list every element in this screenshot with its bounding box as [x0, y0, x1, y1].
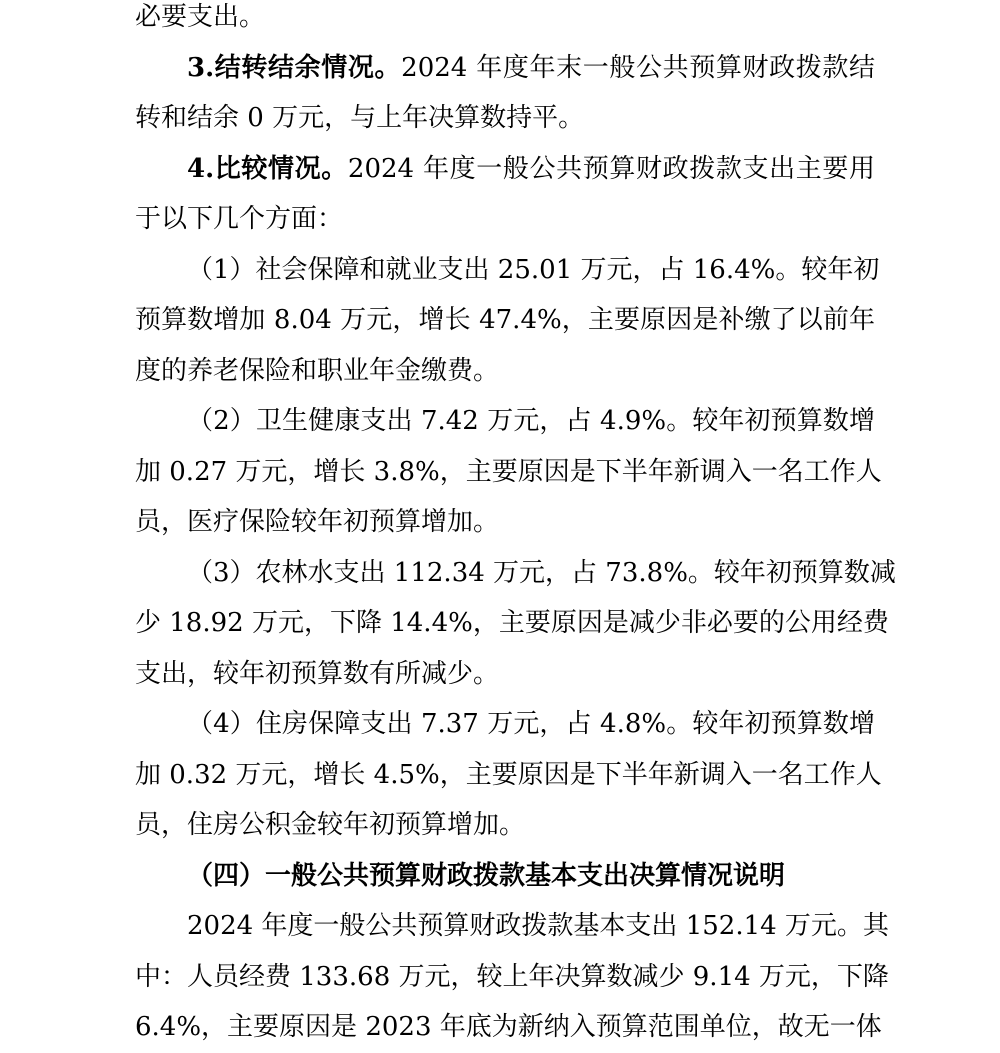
text-line: （4）住房保障支出 7.37 万元，占 4.8%。较年初预算数增: [187, 709, 875, 739]
text-line: 预算数增加 8.04 万元，增长 47.4%，主要原因是补缴了以前年: [135, 305, 875, 335]
text-line: 必要支出。: [135, 2, 266, 32]
text-line: 于以下几个方面：: [135, 204, 344, 234]
text-line: （3）农林水支出 112.34 万元，占 73.8%。较年初预算数减: [187, 557, 896, 588]
text-line: 支出，较年初预算数有所减少。: [135, 658, 500, 689]
text-line: 员，住房公积金较年初预算增加。: [135, 810, 526, 840]
text-line: 员，医疗保险较年初预算增加。: [135, 507, 500, 537]
text-line: 加 0.27 万元，增长 3.8%，主要原因是下半年新调入一名工作人: [135, 456, 882, 487]
section-heading: 4.比较情况。: [187, 153, 348, 184]
text-line: （1）社会保障和就业支出 25.01 万元，占 16.4%。较年初: [187, 254, 880, 285]
section-heading: （四）一般公共预算财政拨款基本支出决算情况说明: [187, 860, 786, 891]
section-heading: 3.结转结余情况。: [187, 52, 402, 83]
text-line: 中：人员经费 133.68 万元，较上年决算数减少 9.14 万元，下降: [135, 961, 889, 992]
text-line: 转和结余 0 万元，与上年决算数持平。: [135, 103, 585, 133]
text-line: [135, 144, 875, 195]
text-line: [135, 43, 875, 94]
text-line: 度的养老保险和职业年金缴费。: [135, 355, 500, 386]
text-line: （2）卫生健康支出 7.42 万元，占 4.9%。较年初预算数增: [187, 406, 875, 436]
document-page: [135, 0, 896, 1053]
text-line: 少 18.92 万元，下降 14.4%，主要原因是减少非必要的公用经费: [135, 608, 889, 638]
text-line: 加 0.32 万元，增长 4.5%，主要原因是下半年新调入一名工作人: [135, 759, 882, 790]
text-span: 2024 年度一般公共预算财政拨款支出主要用: [347, 153, 875, 184]
text-line: 6.4%，主要原因是 2023 年底为新纳入预算范围单位，故无一体: [135, 1012, 882, 1042]
text-line: 2024 年度一般公共预算财政拨款基本支出 152.14 万元。其: [187, 911, 889, 941]
text-span: 2024 年度年末一般公共预算财政拨款结: [401, 52, 875, 83]
